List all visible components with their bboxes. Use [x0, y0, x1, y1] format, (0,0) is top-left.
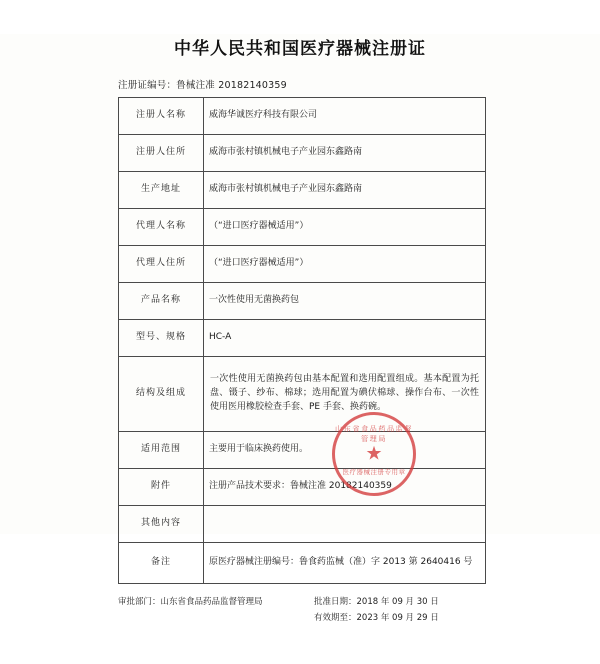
row-value: （“进口医疗器械适用”）: [204, 209, 486, 246]
row-value: 注册产品技术要求：鲁械注准 20182140359: [204, 469, 486, 506]
table-row: [119, 543, 486, 584]
table-row: [119, 135, 486, 172]
row-value: （“进口医疗器械适用”）: [204, 246, 486, 283]
row-label: 代理人住所: [119, 246, 204, 283]
row-label: 注册人住所: [119, 135, 204, 172]
table-row: [119, 209, 486, 246]
table-row: [119, 320, 486, 357]
row-value: 原医疗器械注册编号：鲁食药监械（准）字 2013 第 2640416 号: [204, 543, 486, 584]
row-value: 威海华诚医疗科技有限公司: [204, 98, 486, 135]
seal-arc-top-text: 山东省食品药品监督管理局: [334, 425, 414, 443]
row-label: 注册人名称: [119, 98, 204, 135]
row-label: 其他内容: [119, 506, 204, 543]
row-label: 代理人名称: [119, 209, 204, 246]
row-label: 附件: [119, 469, 204, 506]
row-label: 结构及组成: [119, 357, 204, 432]
row-label: 产品名称: [119, 283, 204, 320]
table-row: [119, 432, 486, 469]
official-seal: [332, 412, 416, 496]
page-title: 中华人民共和国医疗器械注册证: [174, 39, 426, 59]
row-value: 主要用于临床换药使用。: [204, 432, 486, 469]
row-label: 型号、规格: [119, 320, 204, 357]
row-label: 适用范围: [119, 432, 204, 469]
table-row: [119, 246, 486, 283]
certificate-page: [0, 34, 600, 624]
row-value: 威海市张村镇机械电子产业园东鑫路南: [204, 172, 486, 209]
row-value: [204, 506, 486, 543]
table-row: [119, 283, 486, 320]
certificate-footer: [118, 594, 486, 664]
table-row: [119, 357, 486, 432]
certificate-table: [118, 97, 486, 584]
row-value: 一次性使用无菌换药包由基本配置和选用配置组成。基本配置为托盘、镊子、纱布、棉球；选用配置为碘伏棉球、操作台布、一次性使用医用橡胶检查手套、PE 手套、换药碗。: [204, 357, 486, 432]
table-row: [119, 506, 486, 543]
footer-dates: [314, 594, 439, 626]
approval-authority: 审批部门：山东省食品药品监督管理局: [118, 597, 263, 607]
table-row: [119, 98, 486, 135]
table-row: [119, 172, 486, 209]
row-label: 备注: [119, 543, 204, 584]
seal-mid-text: 医疗器械注册专用章: [342, 468, 406, 476]
valid-until-date: 有效期至：2023 年 09 月 29 日: [314, 613, 439, 624]
registration-number: 注册证编号：鲁械注准 20182140359: [118, 80, 287, 91]
row-label: 生产地址: [119, 172, 204, 209]
row-value: 威海市张村镇机械电子产业园东鑫路南: [204, 135, 486, 172]
row-value: 一次性使用无菌换药包: [204, 283, 486, 320]
issue-date: 批准日期：2018 年 09 月 30 日: [314, 597, 439, 607]
seal-star-icon: ★: [365, 442, 383, 465]
row-value: HC-A: [204, 320, 486, 357]
certificate-table-body: [119, 98, 486, 584]
